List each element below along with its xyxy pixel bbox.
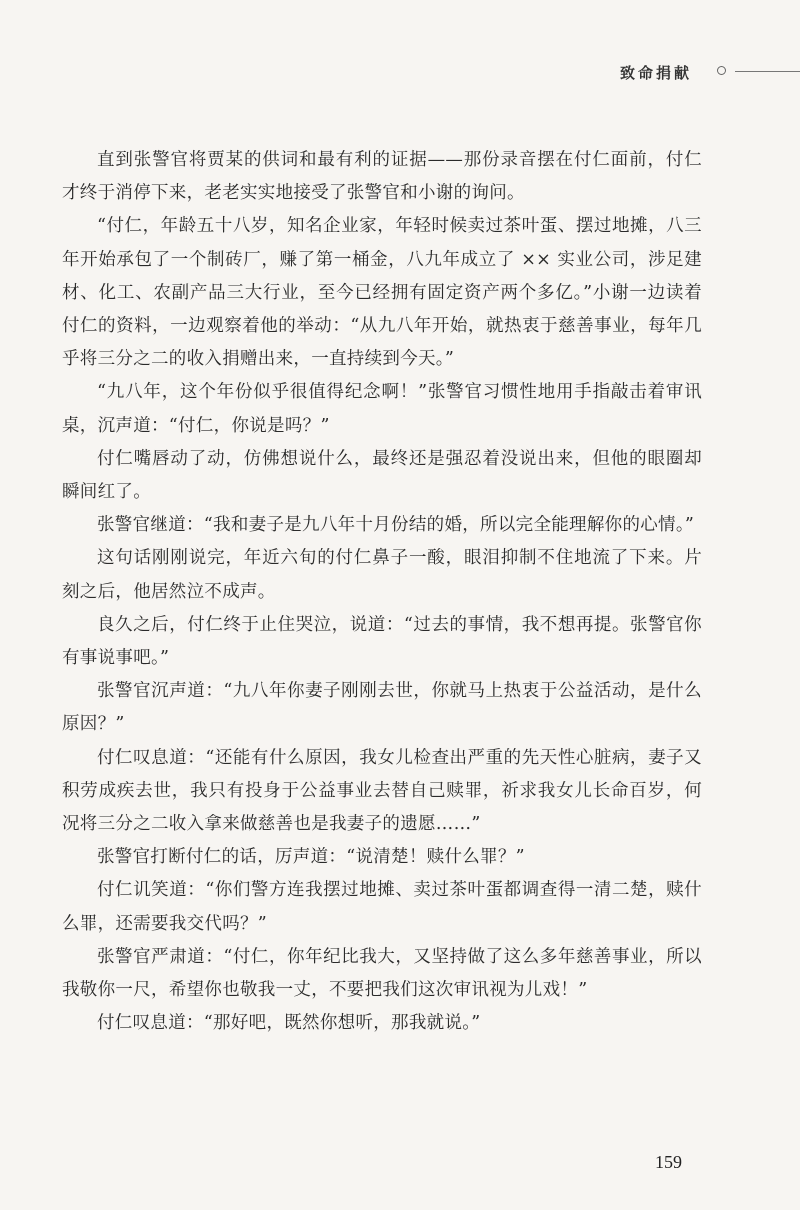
- paragraph: 良久之后，付仁终于止住哭泣，说道：“过去的事情，我不想再提。张警官你有事说事吧。”: [62, 614, 702, 669]
- paragraph: “九八年，这个年份似乎很值得纪念啊！”张警官习惯性地用手指敲击着审讯桌，沉声道：“付仁，你说是吗？”: [62, 382, 702, 436]
- paragraph: 付仁讥笑道：“你们警方连我摆过地摊、卖过茶叶蛋都调查得一清二楚，赎什么罪，还需要我交代吗？”: [62, 880, 702, 934]
- paragraph: 直到张警官将贾某的供词和最有利的证据——那份录音摆在付仁面前，付仁才终于消停下来，老老实实地接受了张警官和小谢的询问。: [62, 150, 702, 204]
- paragraph: 付仁叹息道：“那好吧，既然你想听，那我就说。”: [97, 1013, 481, 1034]
- header-circle-ornament: [717, 66, 726, 75]
- paragraph: 这句话刚刚说完，年近六旬的付仁鼻子一酸，眼泪抑制不住地流了下来。片刻之后，他居然泣不成声。: [62, 548, 702, 602]
- paragraph: “付仁，年龄五十八岁，知名企业家，年轻时候卖过茶叶蛋、摆过地摊，八三年开始承包了一个制砖厂，赚了第一桶金，八九年成立了 ×× 实业公司，涉足建材、化工、农副产品三大行业，至今已经拥有固定资产两个多亿。”小谢一边读着付仁的资料，一边观察着他的举动：“从九八年开始，就热衷于慈善事业，每年几乎将三分之二的收入捐赠出来，一直持续到今天。”: [62, 216, 702, 370]
- page-header: [0, 56, 800, 86]
- paragraph: 付仁嘴唇动了动，仿佛想说什么，最终还是强忍着没说出来，但他的眼圈却瞬间红了。: [62, 448, 702, 503]
- header-rule: [735, 71, 800, 72]
- paragraph: 张警官沉声道：“九八年你妻子刚刚去世，你就马上热衷于公益活动，是什么原因？”: [62, 681, 702, 735]
- running-title: 致命捐献: [619, 64, 692, 82]
- paragraph: 张警官继道：“我和妻子是九八年十月份结的婚，所以完全能理解你的心情。”: [97, 515, 695, 536]
- page-number: 159: [655, 1152, 682, 1172]
- paragraph: 张警官打断付仁的话，厉声道：“说清楚！赎什么罪？”: [97, 847, 525, 868]
- paragraph: 付仁叹息道：“还能有什么原因，我女儿检查出严重的先天性心脏病，妻子又积劳成疾去世，我只有投身于公益事业去替自己赎罪，祈求我女儿长命百岁，何况将三分之二收入拿来做慈善也是我妻子的遗愿……”: [62, 747, 702, 835]
- body-text: [62, 144, 702, 1040]
- paragraph: 张警官严肃道：“付仁，你年纪比我大，又坚持做了这么多年慈善事业，所以我敬你一尺，希望你也敬我一丈，不要把我们这次审讯视为儿戏！”: [62, 946, 702, 1001]
